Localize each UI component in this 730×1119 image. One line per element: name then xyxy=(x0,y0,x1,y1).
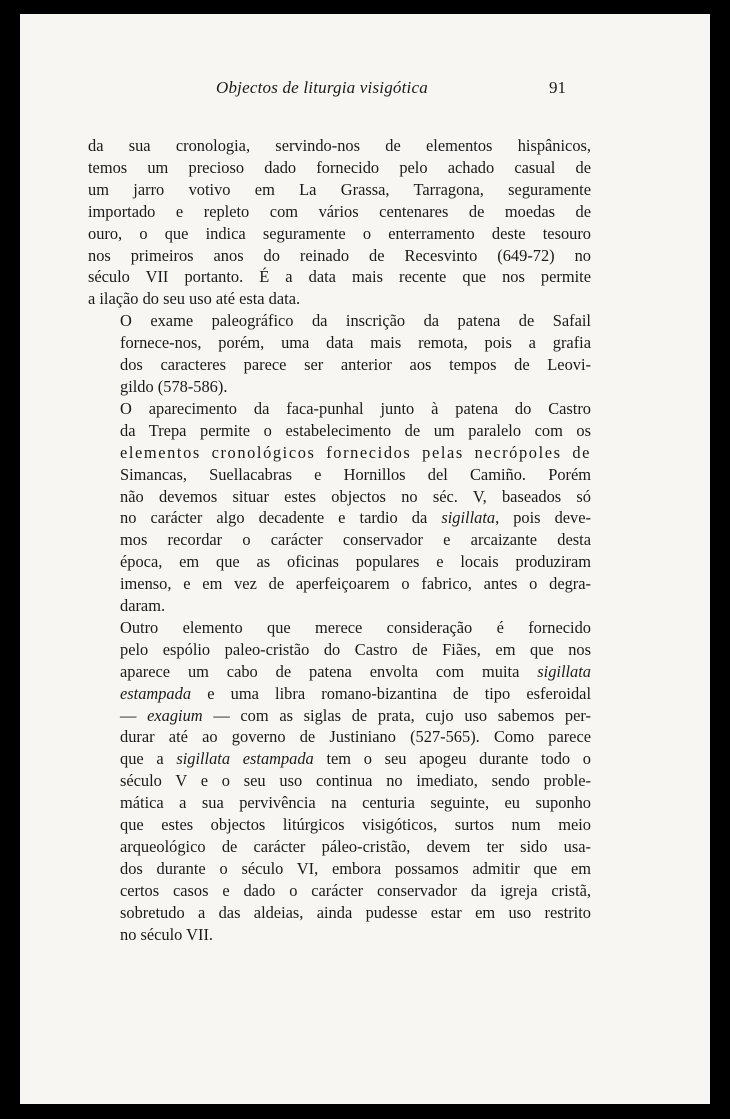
text-line: que a sigillata estampada tem o seu apogeu durante todo o xyxy=(120,749,591,769)
paragraph-4 xyxy=(88,617,591,946)
text-line: dos caracteres parece ser anterior aos tempos de Leovi- xyxy=(120,355,591,375)
text-line: gildo (578-586). xyxy=(120,376,228,396)
text-line: durar até ao governo de Justiniano (527-565). Como parece xyxy=(120,727,591,747)
book-page xyxy=(20,14,710,1104)
text-line: O exame paleográfico da inscrição da patena de Safail xyxy=(120,311,591,331)
text-line: mos recordar o carácter conservador e arcaizante desta xyxy=(120,530,591,550)
text-line: nos primeiros anos do reinado de Recesvinto (649-72) no xyxy=(88,245,591,265)
text-line: temos um precioso dado fornecido pelo achado casual de xyxy=(88,157,591,177)
paragraph-1 xyxy=(88,135,591,310)
text-line: que estes objectos litúrgicos visigóticos, surtos num meio xyxy=(120,815,591,835)
text-line: arqueológico de carácter páleo-cristão, devem ter sido usa- xyxy=(120,837,591,856)
text-line: sobretudo a das aldeias, ainda pudesse estar em uso restrito xyxy=(120,902,591,922)
text-line: ouro, o que indica seguramente o enterramento deste tesouro xyxy=(88,223,591,243)
body-text xyxy=(88,135,591,946)
text-line: não devemos situar estes objectos no séc. V, baseados só xyxy=(120,486,591,506)
page-number: 91 xyxy=(549,78,566,97)
text-line: estampada e uma libra romano-bizantina de tipo esferoidal xyxy=(120,683,591,703)
text-line: elementos cronológicos fornecidos pelas necrópoles de xyxy=(120,442,591,462)
text-line: no século VII. xyxy=(120,924,214,944)
running-title: Objectos de liturgia visigótica xyxy=(216,78,428,97)
text-line: daram. xyxy=(120,596,166,616)
text-line: O aparecimento da faca-punhal junto à patena do Castro xyxy=(120,398,591,418)
text-line: um jarro votivo em La Grassa, Tarragona, seguramente xyxy=(88,179,591,199)
text-line: certos casos e dado o carácter conservador da igreja cristã, xyxy=(120,880,591,900)
text-line: — exagium — com as siglas de prata, cujo uso sabemos per- xyxy=(120,705,591,725)
text-line: Outro elemento que merece consideração é fornecido xyxy=(120,617,591,637)
text-line: imenso, e em vez de aperfeiçoarem o fabrico, antes o degra- xyxy=(120,574,591,594)
text-line: época, em que as oficinas populares e locais produziram xyxy=(120,552,591,572)
page-header xyxy=(20,78,710,108)
text-line: importado e repleto com vários centenares de moedas de xyxy=(88,201,591,221)
text-line: da sua cronologia, servindo-nos de elementos hispânicos, xyxy=(88,136,591,155)
paragraph-2 xyxy=(88,310,591,398)
text-line: a ilação do seu uso até esta data. xyxy=(88,289,301,309)
paragraph-3 xyxy=(88,398,591,617)
text-line: Simancas, Suellacabras e Hornillos del Camiño. Porém xyxy=(120,464,591,484)
text-line: fornece-nos, porém, uma data mais remota, pois a grafia xyxy=(120,333,591,353)
text-line: no carácter algo decadente e tardio da sigillata, pois deve- xyxy=(120,508,591,528)
text-line: aparece um cabo de patena envolta com muita sigillata xyxy=(120,661,591,681)
text-line: século V e o seu uso continua no imediato, sendo proble- xyxy=(120,771,591,791)
text-line: dos durante o século VI, embora possamos admitir que em xyxy=(120,858,591,878)
text-line: pelo espólio paleo-cristão do Castro de Fiães, em que nos xyxy=(120,639,591,659)
text-line: da Trepa permite o estabelecimento de um paralelo com os xyxy=(120,420,591,440)
text-line: século VII portanto. É a data mais recente que nos permite xyxy=(88,267,591,287)
text-line: mática a sua pervivência na centuria seguinte, eu suponho xyxy=(120,793,591,813)
